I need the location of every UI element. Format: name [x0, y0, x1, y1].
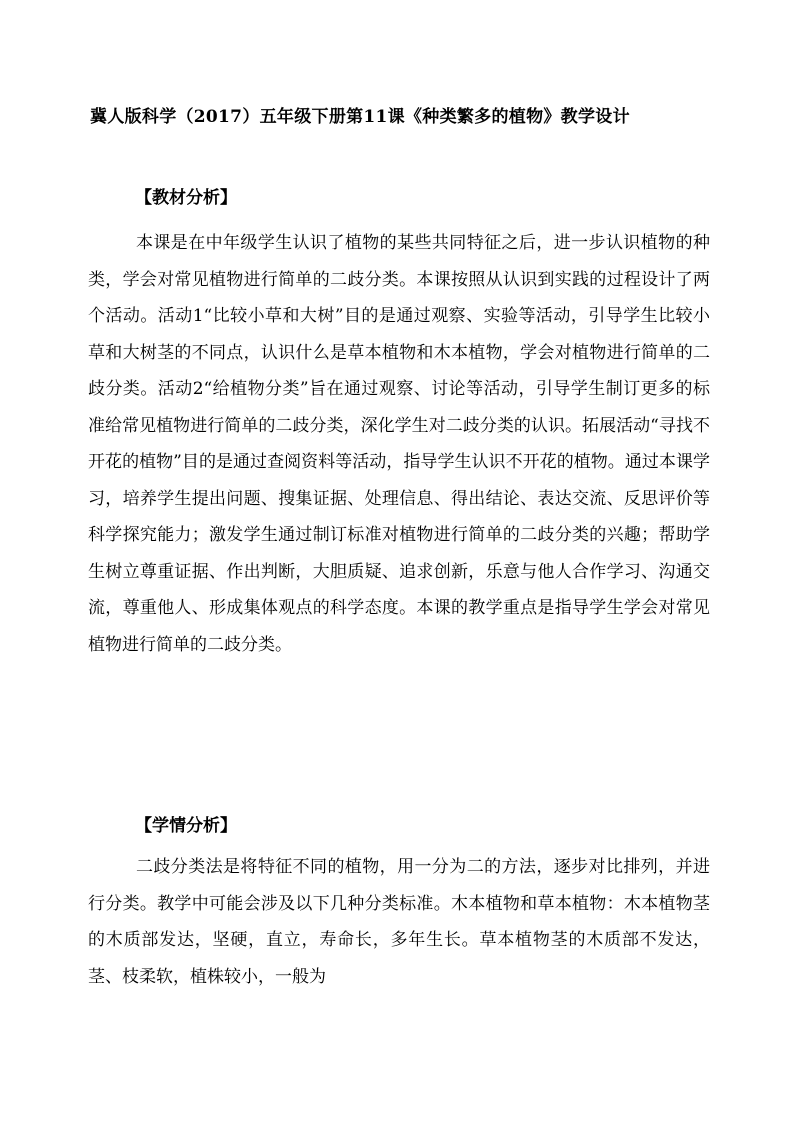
section-heading-textbook-analysis: 【教材分析】	[135, 188, 237, 208]
section-paragraph-textbook-analysis: 本课是在中年级学生认识了植物的某些共同特征之后，进一步认识植物的种类，学会对常见植物进行简单的二歧分类。本课按照从认识到实践的过程设计了两个活动。活动1“比较小草和大树”目的是通过观察、实验等活动，引导学生比较小草和大树茎的不同点，认识什么是草本植物和木本植物，学会对植物进行简单的二歧分类。活动2“给植物分类”旨在通过观察、讨论等活动，引导学生制订更多的标准给常见植物进行简单的二歧分类，深化学生对二歧分类的认识。拓展活动“寻找不开花的植物”目的是通过查阅资料等活动，指导学生认识不开花的植物。通过本课学习，培养学生提出问题、搜集证据、处理信息、得出结论、表达交流、反思评价等科学探究能力；激发学生通过制订标准对植物进行简单的二歧分类的兴趣；帮助学生树立尊重证据、作出判断，大胆质疑、追求创新，乐意与他人合作学习、沟通交流，尊重他人、形成集体观点的科学态度。本课的教学重点是指导学生学会对常见植物进行简单的二歧分类。	[88, 233, 710, 655]
section-heading-student-analysis: 【学情分析】	[135, 816, 237, 836]
document-title: 冀人版科学（2017）五年级下册第11课《种类繁多的植物》教学设计	[90, 107, 630, 127]
section-paragraph-student-analysis: 二歧分类法是将特征不同的植物，用一分为二的方法，逐步对比排列，并进行分类。教学中可能会涉及以下几种分类标准。木本植物和草本植物：木本植物茎的木质部发达，坚硬，直立，寿命长，多年生长。草本植物茎的木质部不发达，茎、枝柔软，植株较小，一般为	[88, 857, 710, 987]
